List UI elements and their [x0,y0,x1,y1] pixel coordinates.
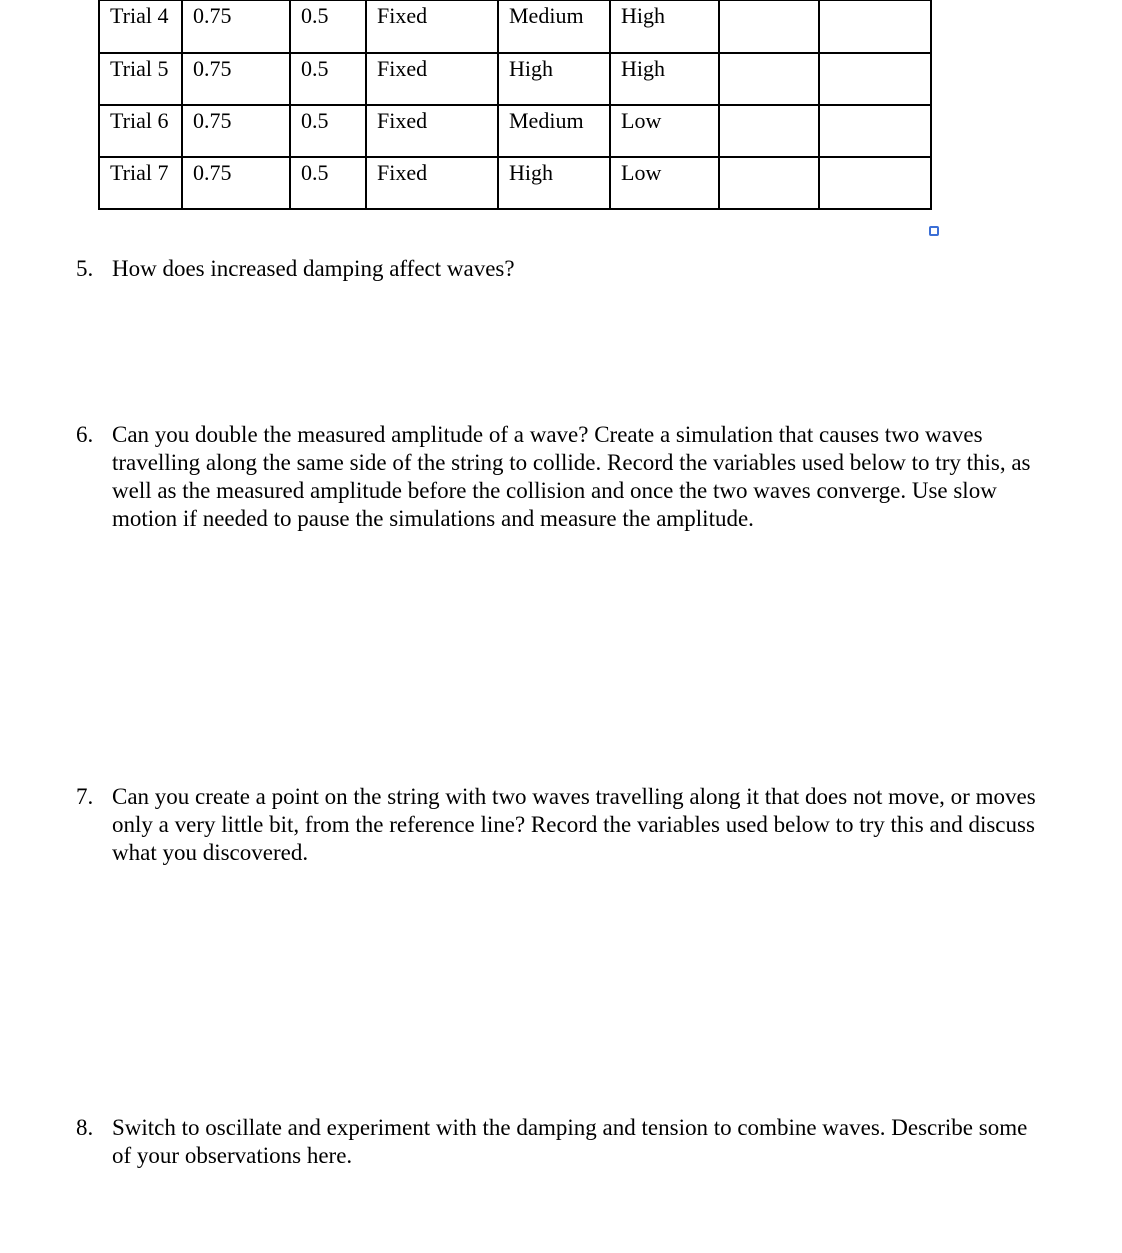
table-row [99,1,931,53]
question-text: How does increased damping affect waves? [112,256,515,281]
question-number: 6. [76,422,94,447]
table-cell[interactable]: Fixed [366,1,498,53]
table-cell[interactable]: High [498,157,610,209]
table-cell[interactable]: 0.5 [290,53,366,105]
table-cell[interactable]: Fixed [366,157,498,209]
table-cell[interactable]: High [610,53,719,105]
table-resize-handle[interactable] [929,226,939,236]
table-cell-empty[interactable] [819,157,931,209]
table-cell[interactable]: 0.75 [182,53,290,105]
table-cell[interactable]: 0.75 [182,105,290,157]
table-cell[interactable]: Fixed [366,105,498,157]
table-cell[interactable]: 0.5 [290,157,366,209]
table-cell-empty[interactable] [719,105,819,157]
trial-table [98,0,932,210]
table-cell-trial-label[interactable]: Trial 6 [99,105,182,157]
question-6 [76,421,1036,533]
table-cell[interactable]: Low [610,157,719,209]
table-cell-empty[interactable] [719,157,819,209]
table-row [99,157,931,209]
table-row [99,53,931,105]
question-number: 7. [76,784,94,809]
table-cell-empty[interactable] [819,53,931,105]
question-7 [76,783,1036,867]
table-cell[interactable]: 0.5 [290,1,366,53]
question-5 [76,255,1036,283]
question-text: Switch to oscillate and experiment with the damping and tension to combine waves. Describe some of your observations here. [112,1115,1028,1168]
table-cell[interactable]: Low [610,105,719,157]
table-cell-empty[interactable] [719,53,819,105]
table-cell[interactable]: 0.75 [182,157,290,209]
table-cell-trial-label[interactable]: Trial 5 [99,53,182,105]
table-cell[interactable]: 0.75 [182,1,290,53]
table-cell[interactable]: Fixed [366,53,498,105]
table-row [99,105,931,157]
table-cell-trial-label[interactable]: Trial 7 [99,157,182,209]
table-cell[interactable]: Medium [498,105,610,157]
table-cell[interactable]: Medium [498,1,610,53]
table-cell-empty[interactable] [819,105,931,157]
question-number: 8. [76,1115,94,1140]
table-cell-trial-label[interactable]: Trial 4 [99,1,182,53]
question-number: 5. [76,256,94,281]
question-text: Can you create a point on the string with two waves travelling along it that does not move, or moves only a very little bit, from the reference line? Record the variables used below to try this and discuss what you discovered. [112,784,1036,865]
table-cell[interactable]: 0.5 [290,105,366,157]
table-cell-empty[interactable] [719,1,819,53]
question-text: Can you double the measured amplitude of a wave? Create a simulation that causes two waves travelling along the same side of the string to collide. Record the variables used below to try this, as well as the measured amplitude before the collision and once the two waves converge. Use slow motion if needed to pause the simulations and measure the amplitude. [112,422,1031,531]
question-8 [76,1114,1036,1170]
table-cell[interactable]: High [498,53,610,105]
table-cell[interactable]: High [610,1,719,53]
table-cell-empty[interactable] [819,1,931,53]
